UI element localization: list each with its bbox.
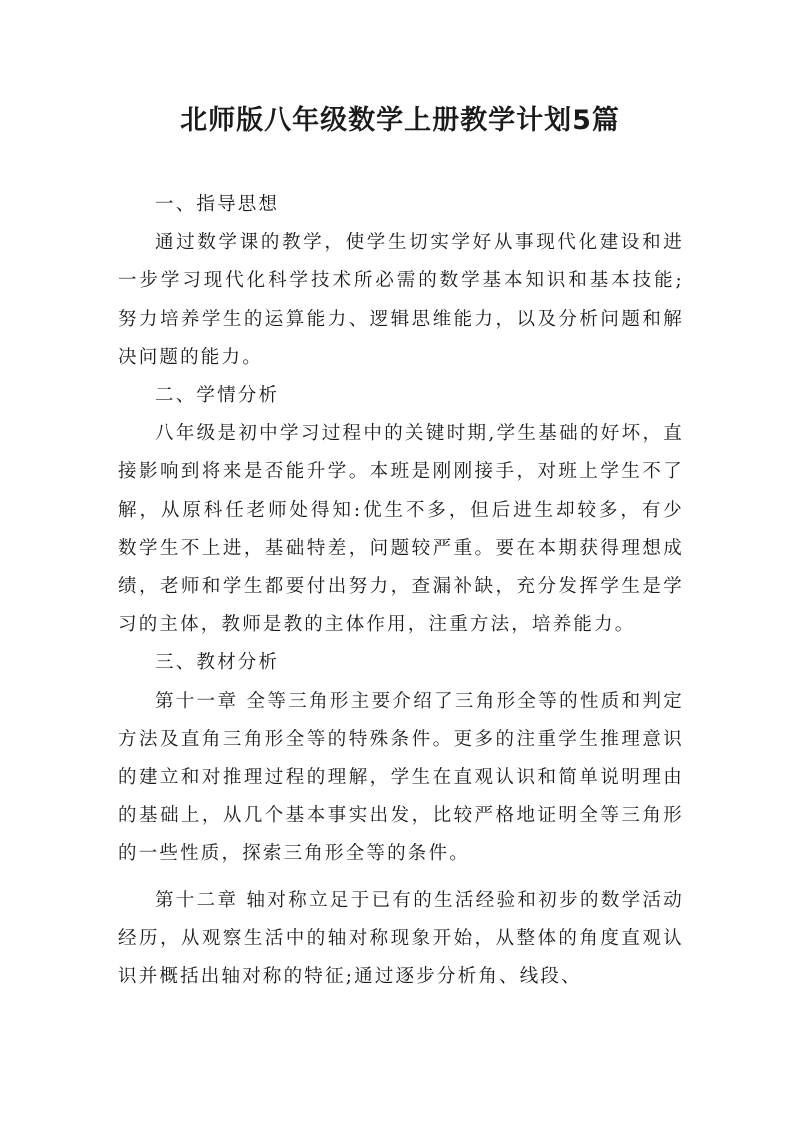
section-paragraph: 第十一章 全等三角形主要介绍了三角形全等的性质和判定方法及直角三角形全等的特殊条件。更多的注重学生推理意识的建立和对推理过程的理解，学生在直观认识和简单说明理由的基础上，从几个基本事实出发，比较严格地证明全等三角形的一些性质，探索三角形全等的条件。 bbox=[118, 690, 684, 865]
section-heading-guiding-ideology: 一、指导思想 bbox=[155, 194, 280, 215]
document-title: 北师版八年级数学上册教学计划5篇 bbox=[180, 105, 620, 136]
section-paragraph: 通过数学课的教学，使学生切实学好从事现代化建设和进一步学习现代化科学技术所必需的数学基本知识和基本技能;努力培养学生的运算能力、逻辑思维能力，以及分析问题和解决问题的能力。 bbox=[118, 232, 684, 368]
section-heading-student-analysis: 二、学情分析 bbox=[155, 385, 280, 407]
section-heading-textbook-analysis: 三、教材分析 bbox=[155, 652, 280, 674]
section-paragraph: 八年级是初中学习过程中的关键时期,学生基础的好坏，直接影响到将来是否能升学。本班是刚刚接手，对班上学生不了解，从原科任老师处得知:优生不多，但后进生却较多，有少数学生不上进，基础特差，问题较严重。要在本期获得理想成绩，老师和学生都要付出努力，查漏补缺，充分发挥学生是学习的主体，教师是教的主体作用，注重方法，培养能力。 bbox=[118, 423, 684, 636]
section-paragraph: 第十二章 轴对称立足于已有的生活经验和初步的数学活动经历，从观察生活中的轴对称现象开始，从整体的角度直观认识并概括出轴对称的特征;通过逐步分析角、线段、 bbox=[118, 889, 684, 988]
document-body bbox=[118, 186, 684, 996]
